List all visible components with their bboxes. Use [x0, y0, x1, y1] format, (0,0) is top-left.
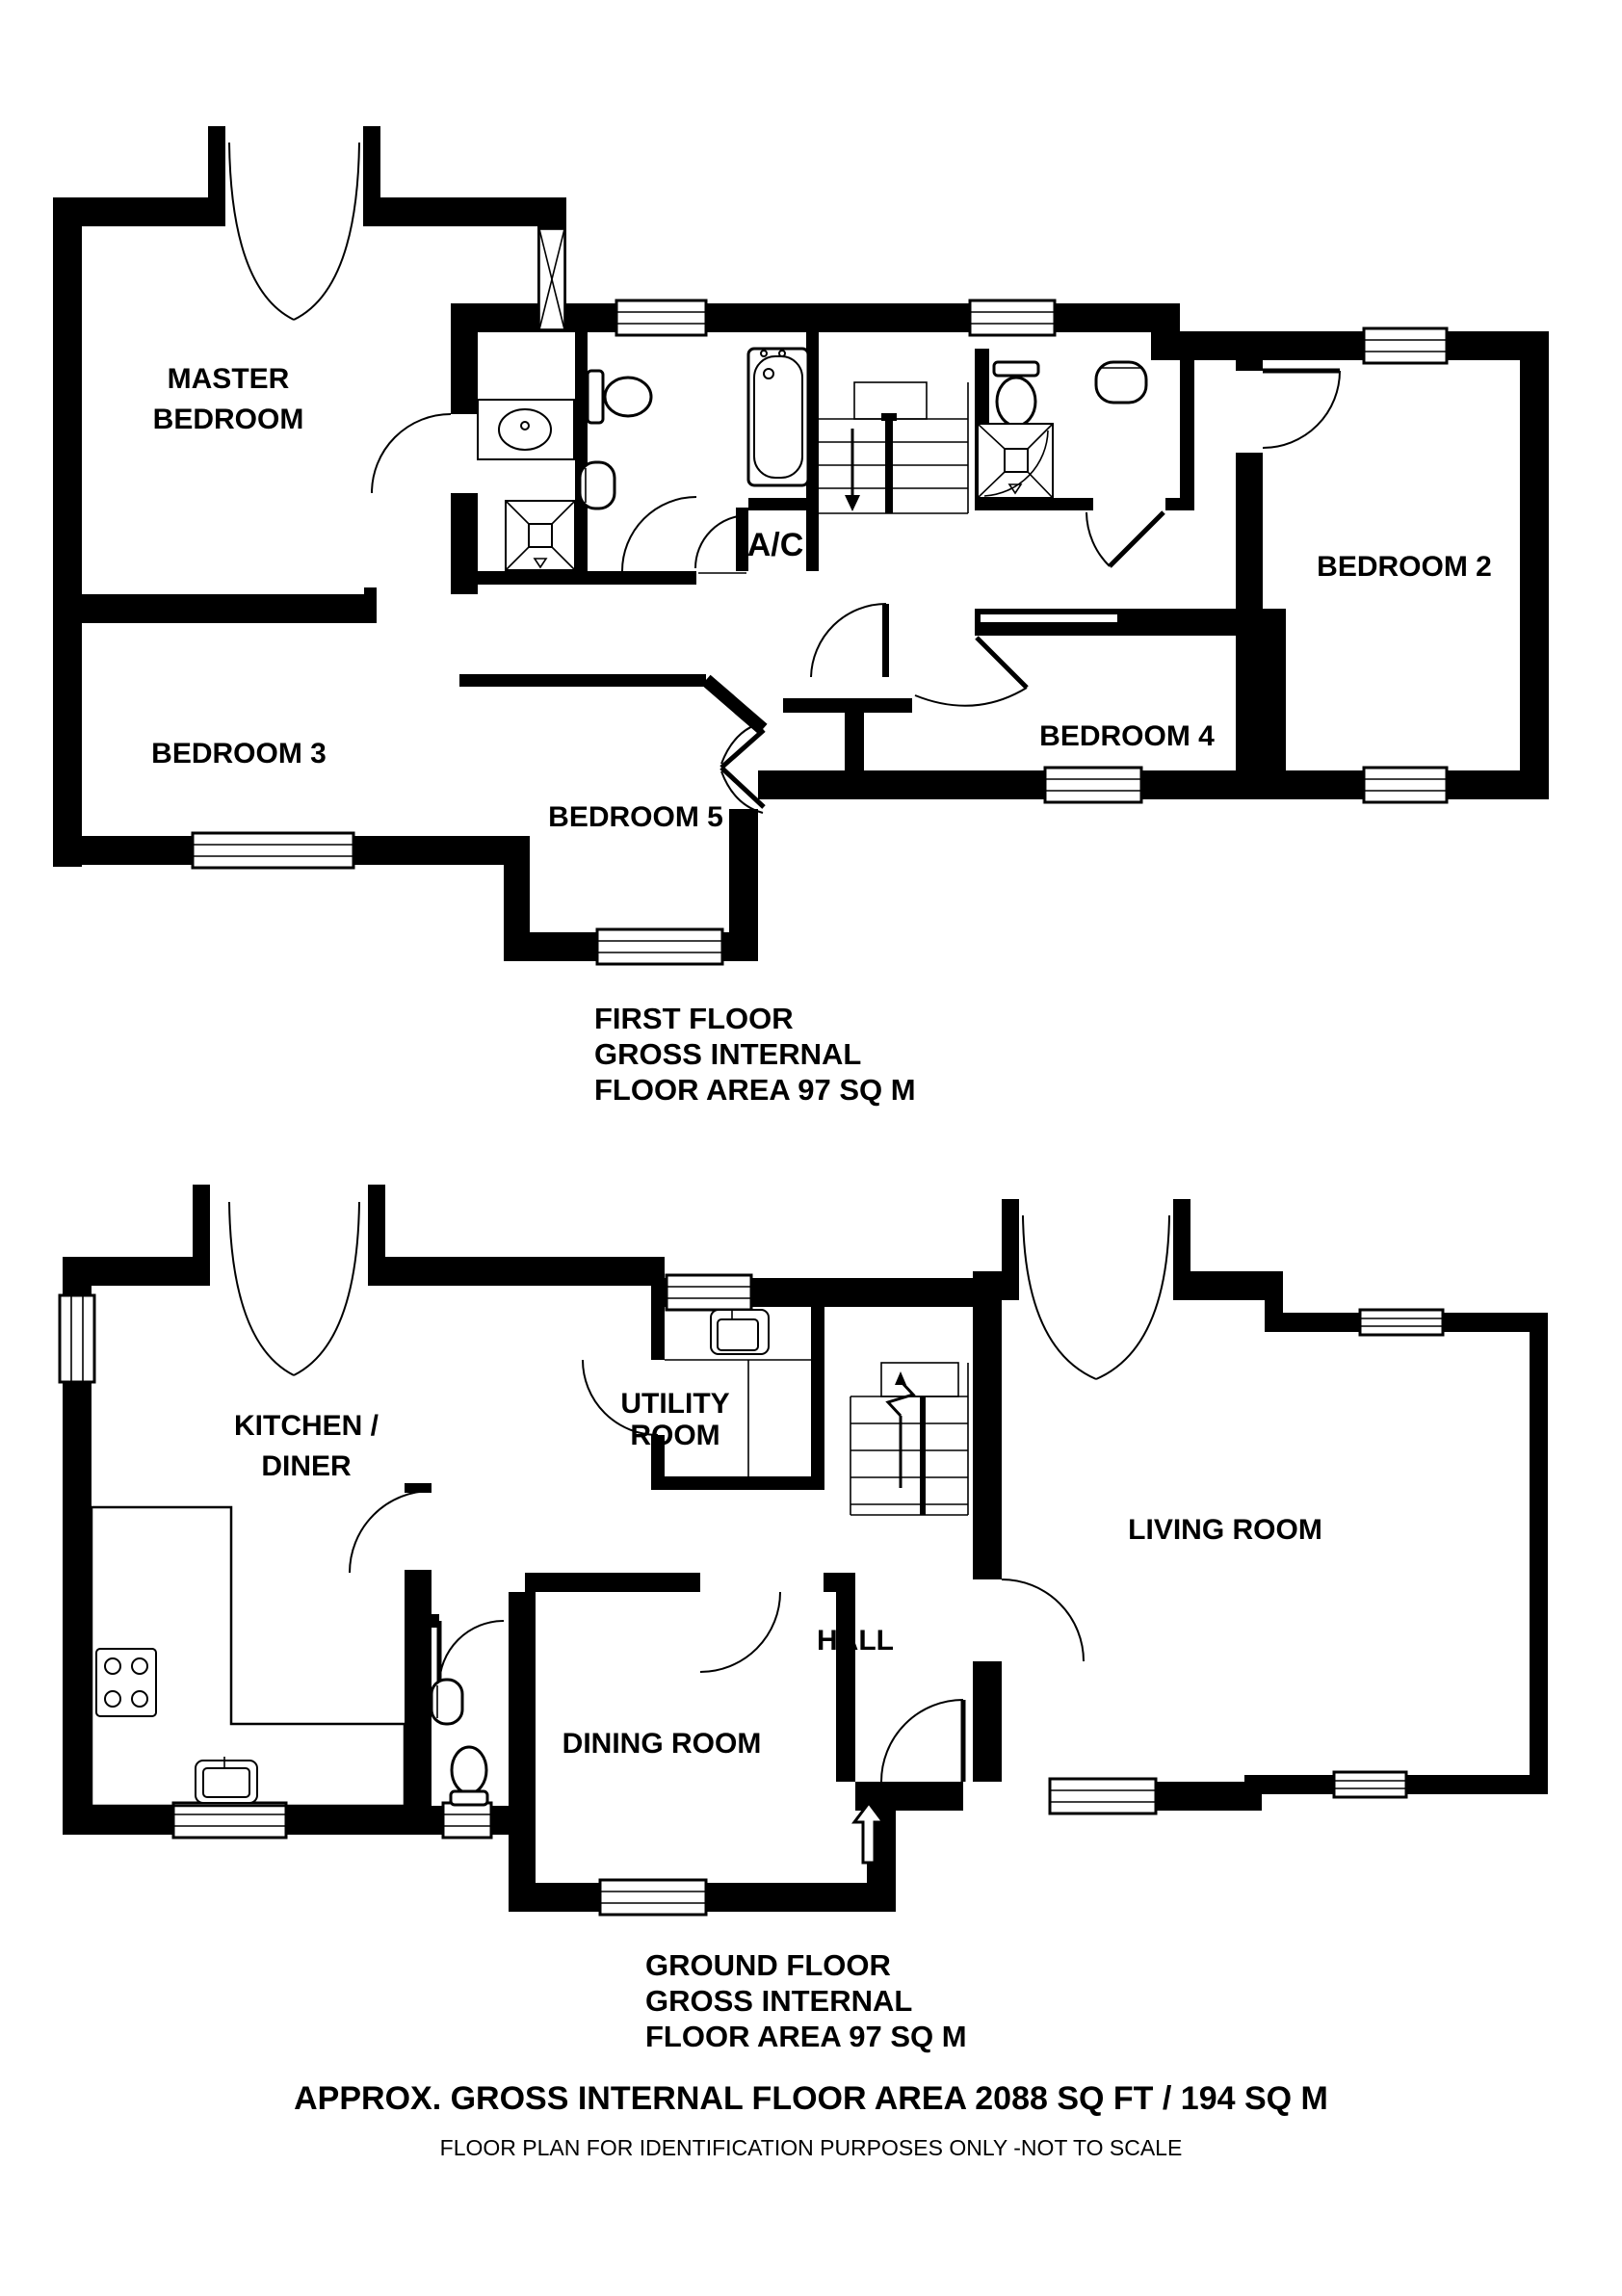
- sink-shower-room: [1096, 362, 1146, 403]
- wc-sink: [432, 1680, 462, 1724]
- stairs-first-floor: [819, 382, 968, 513]
- french-door-living: [1023, 1215, 1169, 1379]
- utility-sink: [711, 1310, 769, 1354]
- door-living: [1002, 1579, 1084, 1661]
- room-label-master-line2: BEDROOM: [152, 404, 304, 435]
- wc-toilet: [451, 1747, 487, 1805]
- ground-floor-caption-line1: GROUND FLOOR: [645, 1948, 891, 1982]
- room-label-bedroom4: BEDROOM 4: [1039, 720, 1215, 752]
- door-dining: [700, 1592, 780, 1672]
- corner-shower: [978, 424, 1053, 498]
- ground-floor-windows: [60, 1275, 1443, 1915]
- window: [616, 300, 706, 335]
- door-bedroom5: [721, 722, 764, 813]
- hob: [96, 1649, 156, 1716]
- window: [1045, 768, 1141, 802]
- door-bedroom3: [811, 604, 889, 677]
- door-bedroom4: [915, 638, 1027, 706]
- stairs-ground-floor: [850, 1363, 968, 1515]
- sink-bathroom: [580, 462, 615, 509]
- room-label-living: LIVING ROOM: [1128, 1514, 1322, 1546]
- door-master: [372, 414, 451, 493]
- first-floor-caption-line1: FIRST FLOOR: [594, 1002, 794, 1035]
- ground-floor-caption-line2: GROSS INTERNAL: [645, 1984, 913, 2018]
- window: [60, 1295, 94, 1382]
- ground-floor-plan: [60, 1185, 1548, 2053]
- room-label-ac: A/C: [746, 527, 804, 563]
- bath: [748, 349, 808, 485]
- window: [173, 1803, 286, 1838]
- room-label-master-line1: MASTER: [167, 363, 290, 395]
- window: [1364, 768, 1447, 802]
- first-floor-caption-line2: GROSS INTERNAL: [594, 1037, 862, 1071]
- door-bathroom: [622, 497, 696, 571]
- vanity-ensuite: [478, 400, 574, 459]
- footer: [294, 2080, 1328, 2160]
- door-shower-room: [1086, 512, 1164, 566]
- toilet-shower-room: [994, 362, 1038, 426]
- room-label-bedroom5: BEDROOM 5: [548, 801, 723, 833]
- window: [193, 833, 353, 868]
- room-label-dining: DINING ROOM: [562, 1728, 762, 1760]
- window: [443, 1803, 491, 1838]
- window: [597, 929, 722, 964]
- room-label-kitchen-line2: DINER: [261, 1450, 352, 1482]
- toilet-bathroom: [588, 371, 651, 423]
- door-kitchen: [350, 1491, 432, 1573]
- footer-area-text: APPROX. GROSS INTERNAL FLOOR AREA 2088 SQ FT / 194 SQ M: [294, 2080, 1328, 2117]
- ground-floor-caption-line3: FLOOR AREA 97 SQ M: [645, 2020, 967, 2053]
- window: [1334, 1772, 1406, 1797]
- first-floor-plan: [53, 126, 1549, 1107]
- footer-disclaimer-text: FLOOR PLAN FOR IDENTIFICATION PURPOSES ONLY -NOT TO SCALE: [439, 2135, 1183, 2160]
- stairs-up-arrow: [888, 1371, 913, 1488]
- window: [1360, 1310, 1443, 1335]
- stairs-down-arrow: [845, 429, 860, 511]
- room-label-hall: HALL: [817, 1625, 894, 1657]
- french-door-master: [229, 143, 359, 320]
- door-wc: [439, 1621, 504, 1685]
- room-label-kitchen-line1: KITCHEN /: [234, 1410, 379, 1442]
- front-door: [881, 1700, 963, 1782]
- room-label-bedroom2: BEDROOM 2: [1317, 551, 1492, 583]
- window: [970, 300, 1055, 335]
- window: [600, 1880, 706, 1915]
- room-label-utility-line1: UTILITY: [620, 1388, 730, 1420]
- window: [667, 1275, 751, 1310]
- room-label-bedroom3: BEDROOM 3: [151, 738, 327, 770]
- first-floor-labels: [151, 363, 1492, 1107]
- french-door-kitchen: [229, 1202, 359, 1375]
- window: [1050, 1779, 1156, 1813]
- room-label-utility-line2: ROOM: [630, 1420, 720, 1451]
- first-floor-caption-line3: FLOOR AREA 97 SQ M: [594, 1073, 916, 1107]
- shower-ensuite: [506, 501, 575, 570]
- door-bedroom2: [1263, 371, 1340, 448]
- window: [1364, 328, 1447, 363]
- kitchen-sink: [196, 1757, 257, 1803]
